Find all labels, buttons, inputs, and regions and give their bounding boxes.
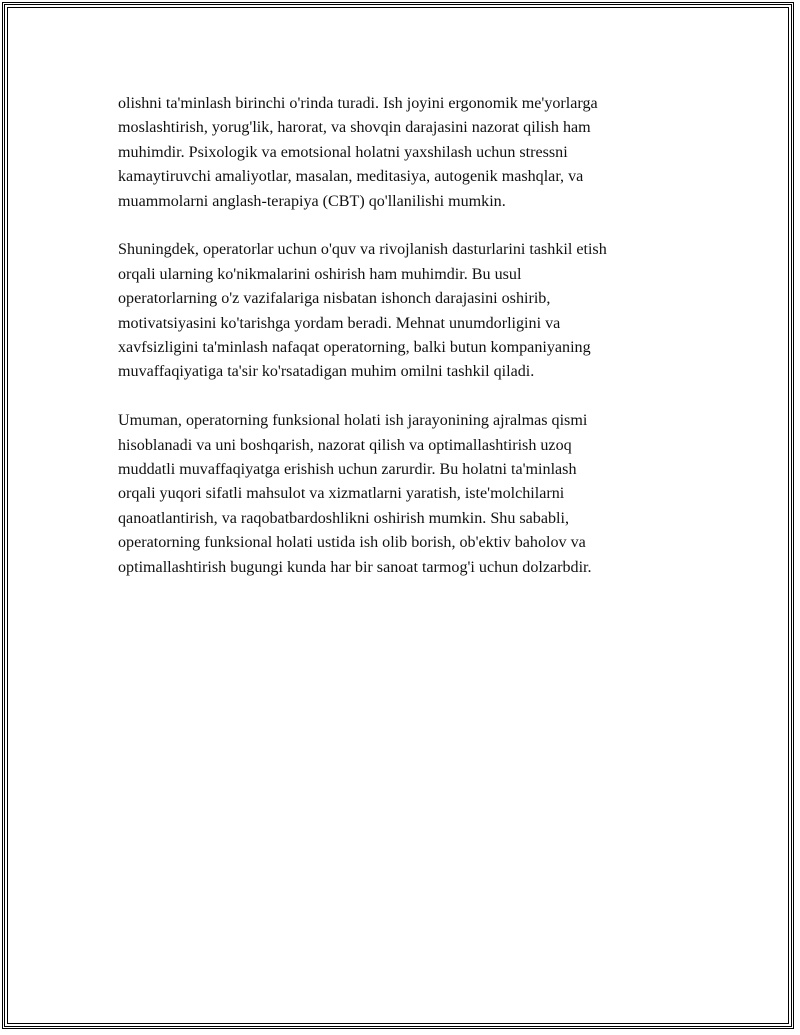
text-line: Umuman, operatorning funksional holati ish jarayonining ajralmas qismi — [118, 412, 588, 430]
text-line: xavfsizligini ta'minlash nafaqat operatorning, balki butun kompaniyaning — [118, 339, 591, 357]
text-line: operatorlarning o'z vazifalariga nisbatan ishonch darajasini oshirib, — [118, 290, 551, 308]
text-line: muvaffaqiyatiga ta'sir ko'rsatadigan muhim omilni tashkil qiladi. — [118, 363, 535, 381]
text-line: moslashtirish, yorug'lik, harorat, va shovqin darajasini nazorat qilish ham — [118, 119, 591, 137]
text-line: muammolarni anglash-terapiya (CBT) qo'llanilishi mumkin. — [118, 192, 506, 210]
paragraph-1 — [118, 92, 688, 214]
text-line: operatorning funksional holati ustida ish olib borish, ob'ektiv baholov va — [118, 534, 586, 552]
text-line: optimallashtirish bugungi kunda har bir sanoat tarmog'i uchun dolzarbdir. — [118, 558, 592, 576]
text-line: kamaytiruvchi amaliyotlar, masalan, meditasiya, autogenik mashqlar, va — [118, 168, 584, 186]
text-line: orqali yuqori sifatli mahsulot va xizmatlarni yaratish, iste'molchilarni — [118, 485, 565, 503]
text-line: motivatsiyasini ko'tarishga yordam beradi. Mehnat unumdorligini va — [118, 314, 561, 332]
document-body — [118, 92, 688, 604]
text-line: olishni ta'minlash birinchi o'rinda turadi. Ish joyini ergonomik me'yorlarga — [118, 95, 598, 112]
text-line: muddatli muvaffaqiyatga erishish uchun zarurdir. Bu holatni ta'minlash — [118, 461, 577, 479]
text-line: qanoatlantirish, va raqobatbardoshlikni oshirish mumkin. Shu sababli, — [118, 509, 570, 527]
text-line: muhimdir. Psixologik va emotsional holatni yaxshilash uchun stressni — [118, 143, 568, 161]
text-line: orqali ularning ko'nikmalarini oshirish ham muhimdir. Bu usul — [118, 265, 522, 283]
text-line: Shuningdek, operatorlar uchun o'quv va rivojlanish dasturlarini tashkil etish — [118, 241, 607, 259]
paragraph-3 — [118, 409, 688, 580]
text-line: hisoblanadi va uni boshqarish, nazorat qilish va optimallashtirish uzoq — [118, 436, 572, 454]
paragraph-2 — [118, 238, 688, 384]
